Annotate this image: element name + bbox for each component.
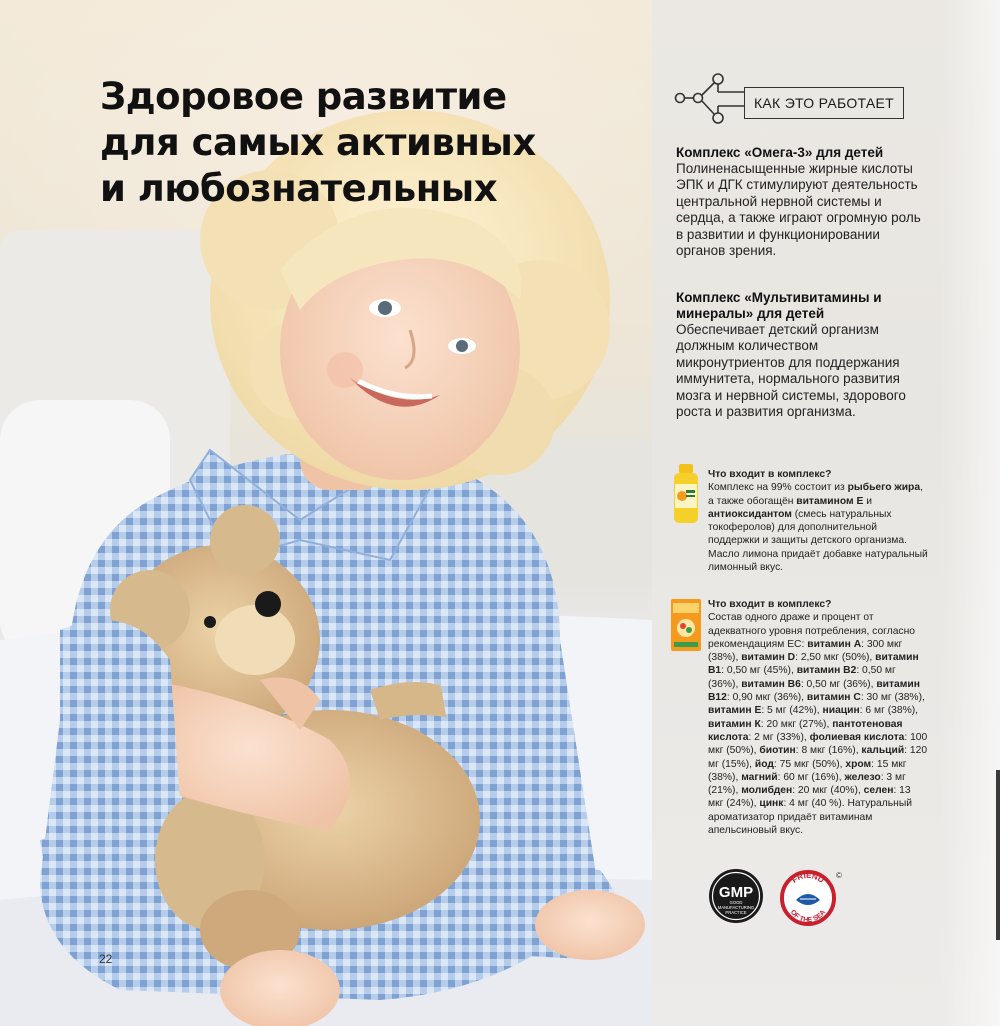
molecule-icon xyxy=(672,70,752,126)
headline-line-2: для самых активных xyxy=(100,121,536,164)
multivitamin-composition-question: Что входит в комплекс? xyxy=(708,599,832,610)
multivitamin-composition-text: Состав одного драже и процент от адекватного уровня потребления, согласно рекомендациям ЕС: витамин А: 300 мкг (38%), витамин D: 2,50 мкг (50%), витамин В1: 0,50 мг (45%), витамин В2: 0,50 мг (36%), витамин В6: 0,50 мг (36%), витамин В12: 0,90 мкг (36%), витамин С: 30 мг (38%), витамин Е: 5 мг (42%), ниацин: 6 мг (38%), витамин К: 20 мкг (27%), пантотеновая кислота: 2 мг (33%), фолиевая кислота: 100 мкг (50%), биотин: 8 мкг (16%), кальций: 120 мг (15%), йод: 75 мкг (50%), хром: 15 мкг (38%), магний: 60 мг (16%), железо: 3 мг (21%), молибден: 20 мкг (40%), селен: 13 мкг (24%), цинк: 4 мг (40 %). Натуральный ароматизатор придаёт витаминам апельсиновый вкус. xyxy=(708,612,928,837)
omega-title: Комплекс «Омега-3» для детей xyxy=(676,145,884,160)
panel-edge-highlight xyxy=(940,0,1000,1026)
logo-row xyxy=(708,866,848,926)
omega-composition-question: Что входит в комплекс? xyxy=(708,469,832,480)
gmp-logo-main: GMP xyxy=(718,884,754,901)
fos-logo-top: FRIEND xyxy=(790,870,826,885)
edge-strip xyxy=(996,770,1000,940)
certification-logos xyxy=(708,866,848,926)
gmp-logo-icon xyxy=(709,869,763,923)
page-number: 22 xyxy=(99,952,113,966)
gmp-logo-sub-1: GOOD xyxy=(729,900,743,905)
omega-bottle-icon xyxy=(672,464,700,526)
omega-section xyxy=(676,145,926,259)
gmp-logo-sub-3: PRACTICE xyxy=(725,910,747,915)
multivitamin-title: Комплекс «Мультивитамины и минералы» для детей xyxy=(676,290,882,321)
multivitamin-section xyxy=(676,290,926,420)
multivitamin-composition xyxy=(708,598,928,837)
headline-line-1: Здоровое развитие xyxy=(100,75,507,118)
page-headline xyxy=(100,74,620,212)
omega-body: Полиненасыщенные жирные кислоты ЭПК и ДГК стимулируют деятельность центральной нервной системы и сердца, а также играют огромную роль в развитии и функционировании органов зрения. xyxy=(676,161,921,259)
friend-of-the-sea-logo-icon xyxy=(782,871,842,924)
omega-composition-text: Комплекс на 99% состоит из рыбьего жира, а также обогащён витамином Е и антиоксидантом (смесь натуральных токоферолов) для дополнительной поддержки и защиты детского организма. Масло лимона придаёт добавке натуральный лимонный вкус. xyxy=(708,482,928,574)
gmp-logo-sub-2: MANUFACTURING xyxy=(717,905,755,910)
fos-logo-bottom: OF THE SEA xyxy=(788,908,828,925)
multivitamin-box-icon xyxy=(670,598,702,652)
how-it-works-header xyxy=(672,70,912,126)
fos-copyright-mark: © xyxy=(836,871,842,880)
multivitamin-body: Обеспечивает детский организм должным количеством микронутриентов для поддержания иммунитета, нормального развития мозга и нервной системы, здорового роста и развития организма. xyxy=(676,322,906,420)
how-it-works-label: КАК ЭТО РАБОТАЕТ xyxy=(744,87,904,119)
omega-composition xyxy=(708,468,928,574)
headline-line-3: и любознательных xyxy=(100,167,498,210)
